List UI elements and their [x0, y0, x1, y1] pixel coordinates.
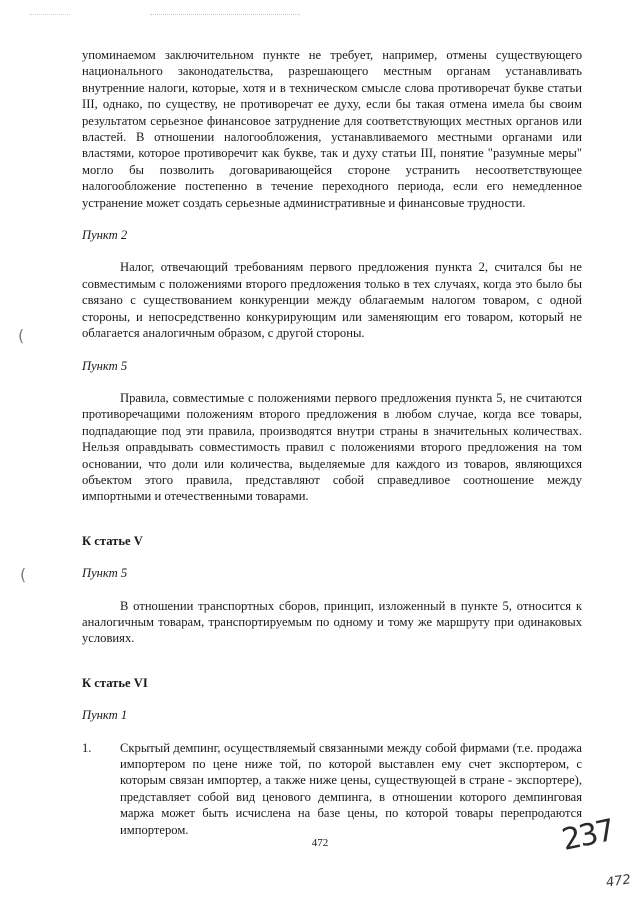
margin-mark-upper: ( — [18, 326, 25, 345]
paragraph-point-2: Налог, отвечающий требованиям первого предложения пункта 2, считался бы не совместимым с положениями второго предложения только в тех случаях, когда это было бы связано с существованием конкуренции между облагаемым налогом товаром, с одной стороны, и непосредственно конкурирующим или заменяющим его товаром, который не облагается аналогичным образом, с другой стороны. — [82, 260, 582, 341]
section-heading-article-5: К статье V — [82, 533, 143, 548]
paragraph-transport-charges: В отношении транспортных сборов, принцип, изложенный в пункте 5, относится к аналогичным товарам, транспортируемым по одному и тому же маршруту при одинаковых условиях. — [82, 598, 582, 646]
page-content — [82, 47, 582, 838]
subheading-point-5: Пункт 5 — [82, 358, 128, 373]
page-number: 472 — [311, 837, 329, 849]
scan-artifact-top — [150, 14, 300, 17]
numbered-paragraph-hidden-dumping — [82, 740, 582, 838]
subheading-point-2: Пункт 2 — [82, 228, 128, 243]
margin-mark-lower: ( — [20, 565, 27, 584]
subheading-article-6-point-1: Пункт 1 — [82, 708, 128, 723]
paragraph-hidden-dumping: Скрытый демпинг, осуществляемый связанными между собой фирмами (т.е. продажа импортером по цене ниже той, по которой выставлен ему счет экспортером, с которым связан импортер, а также ниже цены, существующей в стране - экспортере), представляет собой вид ценового демпинга, в отношении которого демпинговая маржа может быть исчислена на базе цены, по которой товары перепродаются импортером. — [120, 740, 582, 837]
subheading-article-5-point-5: Пункт 5 — [82, 566, 128, 581]
paragraph-number: 1. — [82, 740, 92, 755]
section-heading-article-6: К статье VI — [82, 675, 148, 690]
scan-artifact-top-left — [30, 14, 70, 17]
handwritten-page-number: 237 — [558, 813, 617, 858]
paragraph-continuation: упоминаемом заключительном пункте не требует, например, отмены существующего национального законодательства, разрешающего местным органам устанавливать внутренние налоги, которые, хотя и в техническом смысле слова противоречат букве статьи III, однако, по существу, не противоречат ее духу, если бы такая отмена имела бы своим результатом серьезное финансовое затруднение для соответствующих местных органов или властей. В отношении налогообложения, устанавливаемого местными органами или властями, которое противоречит как букве, так и духу статьи III, понятие "разумные меры" могло бы позволить договаривающейся стороне устранить несоответствующее налогообложение постепенно в течение переходного периода, если его немедленное устранение может создать серьезные административные и финансовые трудности. — [82, 48, 582, 210]
paragraph-point-5: Правила, совместимые с положениями первого предложения пункта 5, не считаются противоречащими положениям второго предложения в любом случае, когда все товары, подпадающие под эти правила, производятся внутри страны в значительных количествах. Нельзя оправдывать совместимость правил с положениями второго предложения на том основании, что доли или количества, выделяемые для каждого из товаров, являющихся объектом этого правила, представляют собой справедливое соотношение между импортными и отечественными товарами. — [82, 390, 582, 504]
corner-page-number: 472 — [605, 872, 632, 891]
